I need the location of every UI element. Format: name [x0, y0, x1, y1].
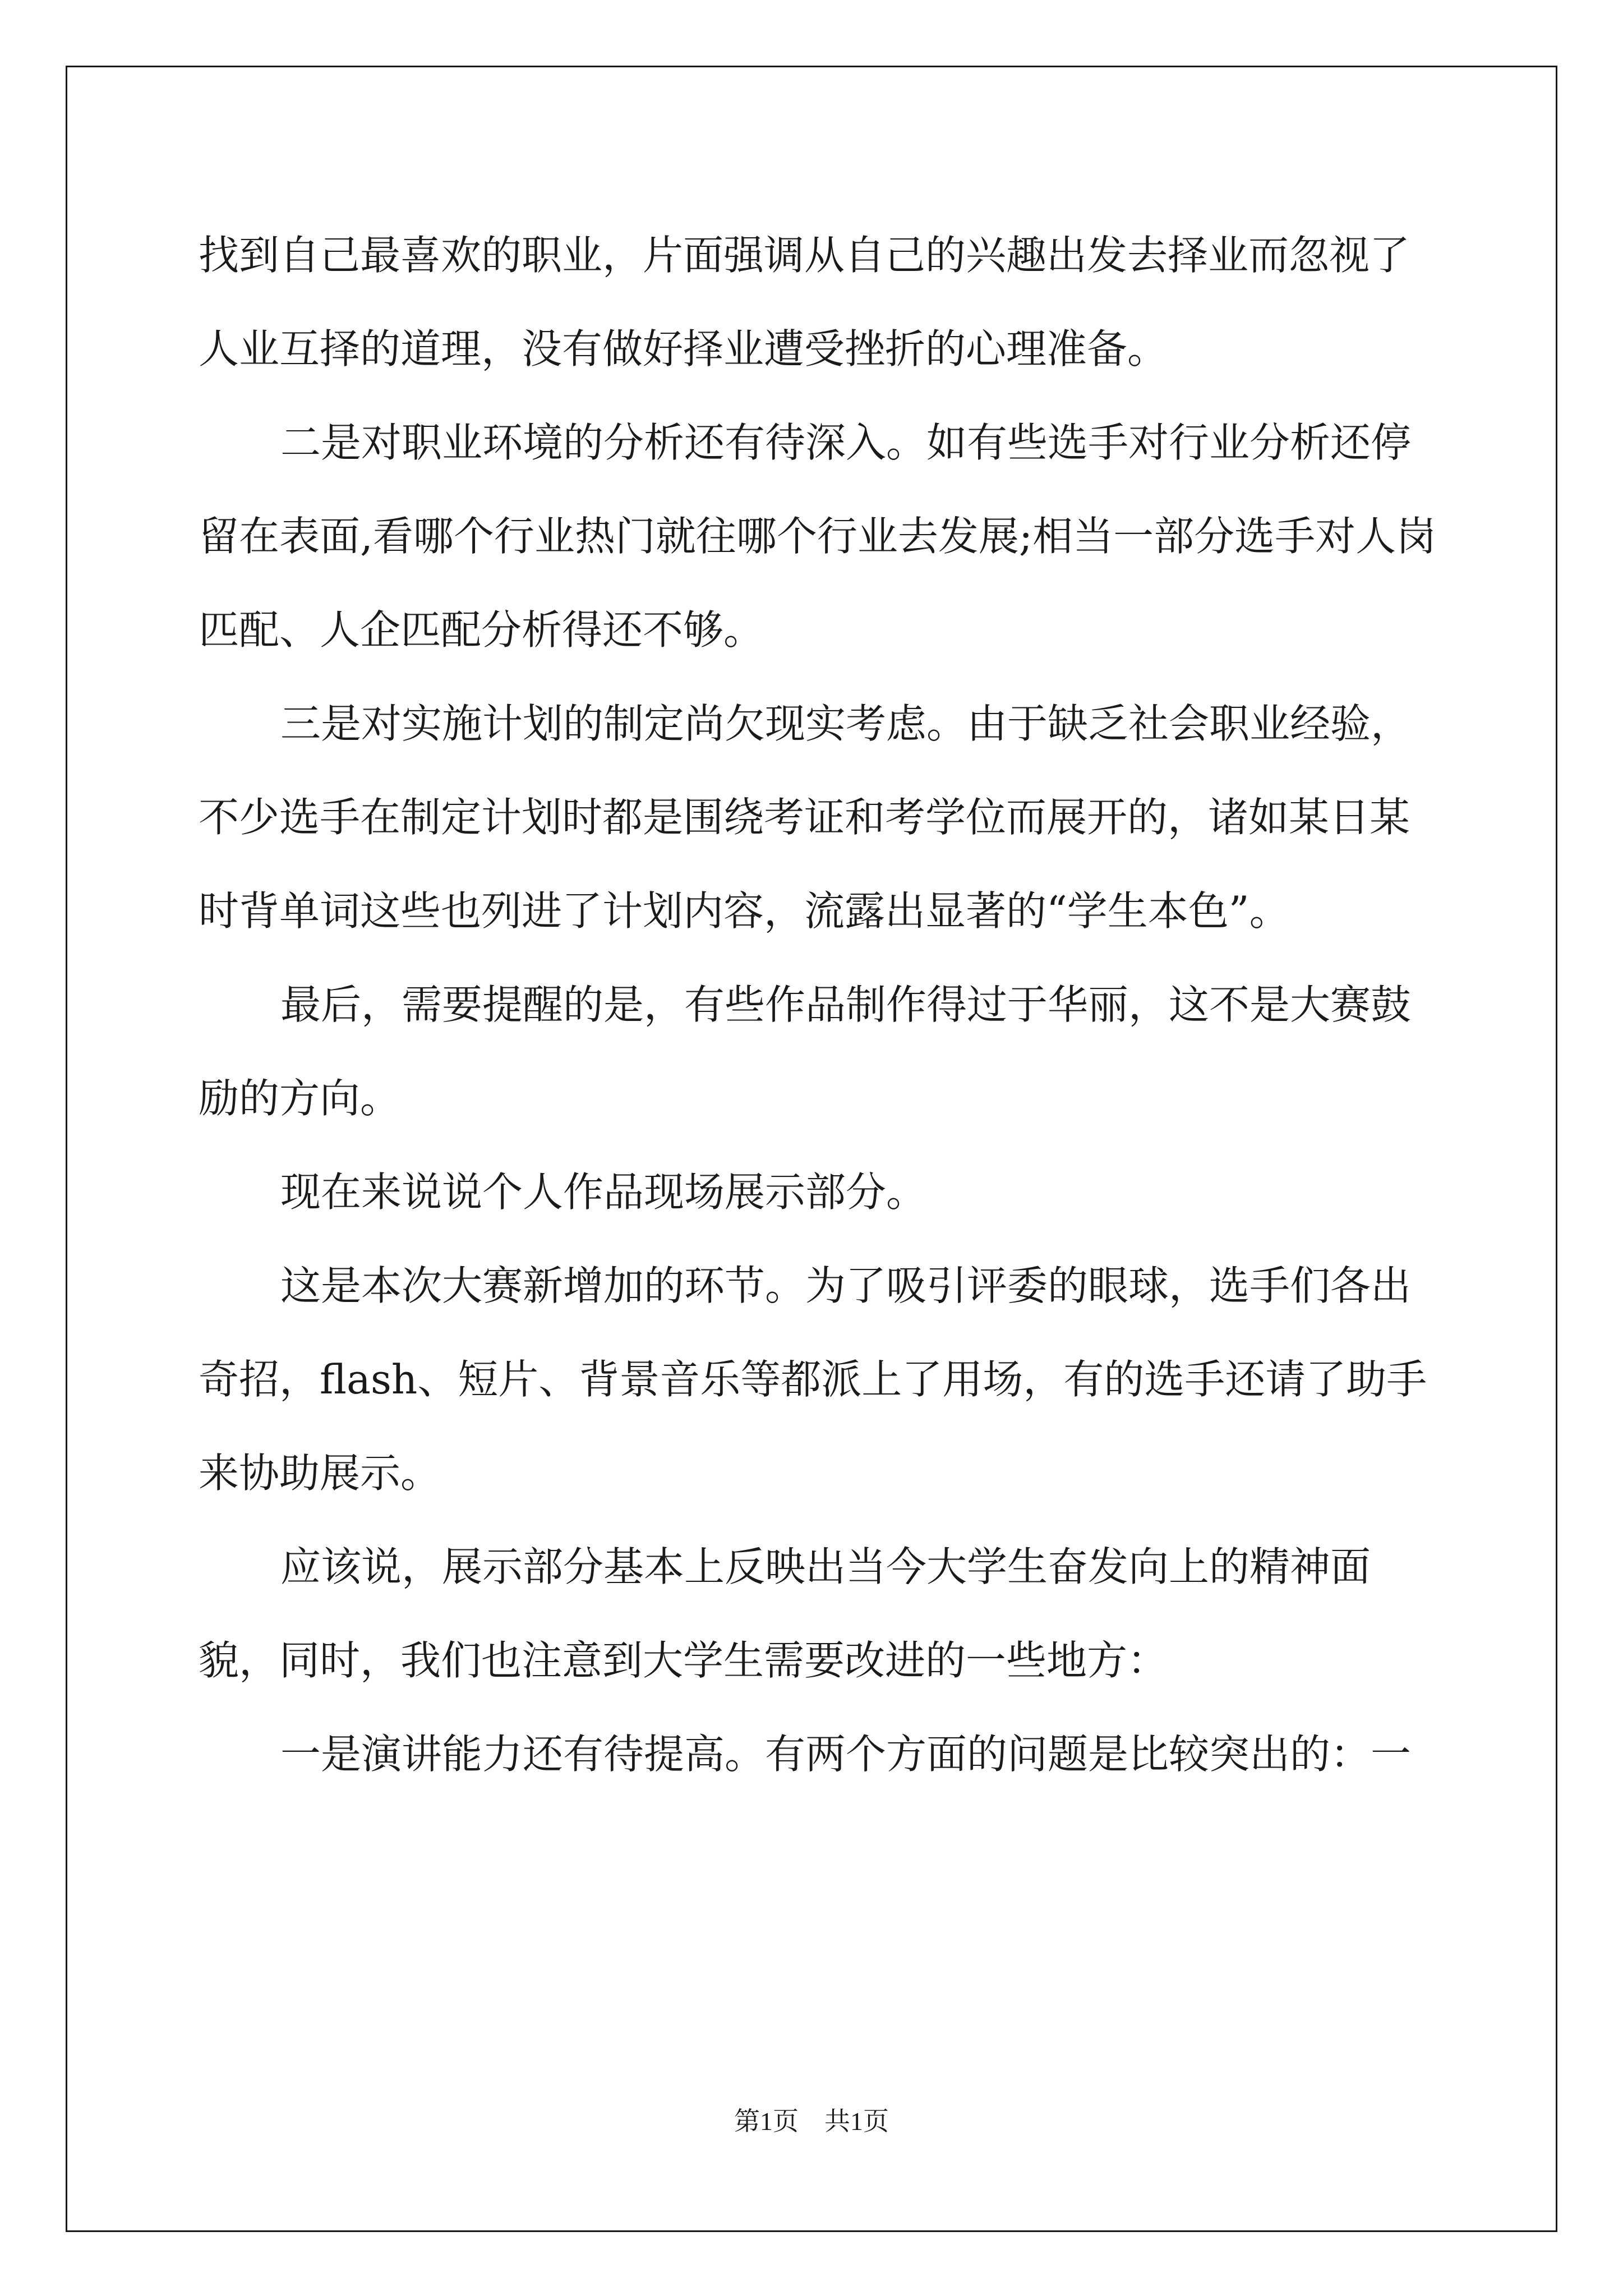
page-total: 共1页 — [824, 2107, 889, 2136]
paragraph-6: 这是本次大赛新增加的环节。为了吸引评委的眼球，选手们各出奇招，flash、短片、背景音乐等都派上了用场，有的选手还请了助手来协助展示。 — [199, 1262, 1427, 1497]
paragraph-7: 应该说，展示部分基本上反映出当今大学生奋发向上的精神面貌，同时，我们也注意到大学生需要改进的一些地方： — [199, 1543, 1371, 1684]
page-number: 第1页 — [734, 2107, 799, 2136]
paragraph-2: 二是对职业环境的分析还有待深入。如有些选手对行业分析还停留在表面,看哪个行业热门就往哪个行业去发展;相当一部分选手对人岗匹配、人企匹配分析得还不够。 — [199, 419, 1437, 654]
paragraph-3: 三是对实施计划的制定尚欠现实考虑。由于缺乏社会职业经验，不少选手在制定计划时都是围绕考证和考学位而展开的，诸如某日某时背单词这些也列进了计划内容，流露出显著的“学生本色”。 — [199, 700, 1412, 935]
document-body — [199, 209, 1438, 1801]
page-footer — [0, 2101, 1623, 2138]
paragraph-4: 最后，需要提醒的是，有些作品制作得过于华丽，这不是大赛鼓励的方向。 — [199, 981, 1412, 1122]
paragraph-5: 现在来说说个人作品现场展示部分。 — [280, 1168, 927, 1216]
paragraph-1: 找到自己最喜欢的职业，片面强调从自己的兴趣出发去择业而忽视了人业互择的道理，没有做好择业遭受挫折的心理准备。 — [199, 232, 1410, 372]
paragraph-8: 一是演讲能力还有待提高。有两个方面的问题是比较突出的：一 — [280, 1731, 1412, 1778]
